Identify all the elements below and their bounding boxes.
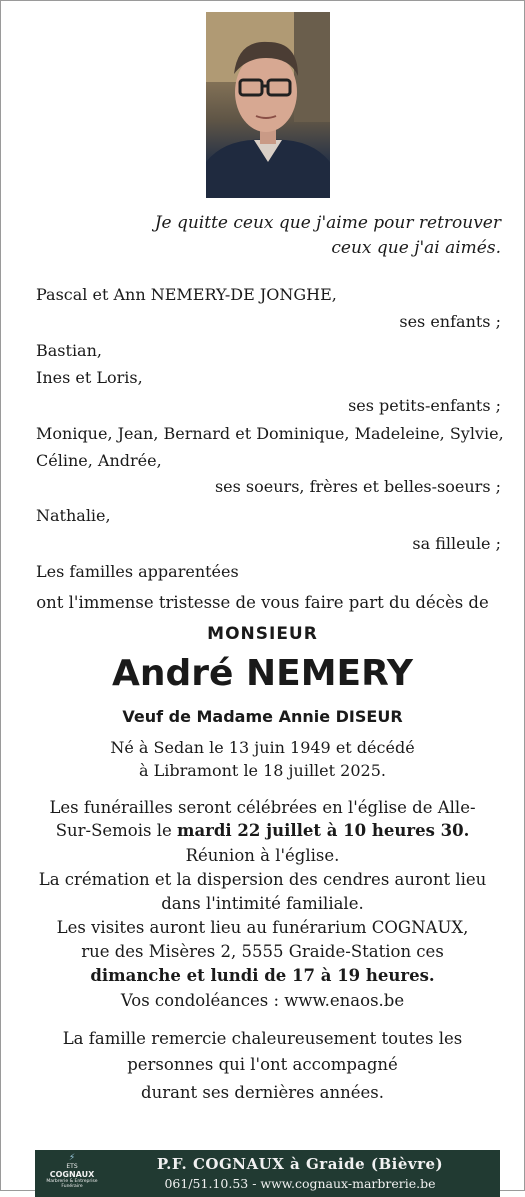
birth-death-line-2: à Libramont le 18 juillet 2025. [139, 761, 386, 780]
family-line: ses enfants ; [399, 312, 501, 331]
thanks-line-1: La famille remercie chaleureusement toutes les [62, 1029, 463, 1048]
quote-line-1: Je quitte ceux que j'aime pour retrouver [154, 213, 501, 233]
deceased-name: André NEMERY [112, 653, 413, 694]
announcement: ont l'immense tristesse de vous faire part du décès de [36, 593, 489, 612]
condolences-line: Vos condoléances : www.enaos.be [120, 991, 405, 1010]
family-line: Monique, Jean, Bernard et Dominique, Madeleine, Sylvie, [36, 424, 504, 443]
family-line: Nathalie, [36, 506, 111, 525]
deceased-title: MONSIEUR [207, 624, 318, 644]
funeral-line-3: Réunion à l'église. [185, 846, 340, 865]
visit-times: dimanche et lundi de 17 à 19 heures. [90, 966, 435, 985]
family-line: ses petits-enfants ; [348, 396, 501, 415]
funeral-date: mardi 22 juillet à 10 heures 30. [177, 821, 470, 840]
funeral-home-name: P.F. COGNAUX à Graide (Bièvre) [156, 1155, 444, 1173]
quote-line-2: ceux que j'ai aimés. [331, 238, 501, 258]
family-line: Ines et Loris, [36, 368, 143, 387]
family-line: ses soeurs, frères et belles-soeurs ; [214, 477, 501, 496]
funeral-home-contact: 061/51.10.53 - www.cognaux-marbrerie.be [164, 1176, 436, 1191]
lightning-icon: ⚡ [68, 1153, 76, 1163]
widow-line: Veuf de Madame Annie DISEUR [122, 707, 403, 726]
funeral-line-1: Les funérailles seront célébrées en l'église de Alle- [49, 798, 476, 817]
funeral-line-7: rue des Misères 2, 5555 Graide-Station ces [81, 942, 444, 961]
funeral-line-4: La crémation et la dispersion des cendres auront lieu [38, 870, 487, 889]
family-line: Pascal et Ann NEMERY-DE JONGHE, [36, 285, 337, 304]
funeral-line-2-prefix: Sur-Semois le [55, 821, 178, 840]
quote [101, 211, 501, 261]
funeral-home-banner [35, 1150, 500, 1197]
birth-death-line-1: Né à Sedan le 13 juin 1949 et décédé [110, 738, 415, 757]
thanks-line-3: durant ses dernières années. [141, 1083, 384, 1102]
family-line: Céline, Andrée, [36, 451, 162, 470]
funeral-line-6: Les visites auront lieu au funérarium COGNAUX, [56, 918, 469, 937]
family-line: Les familles apparentées [36, 562, 239, 581]
funeral-line-5: dans l'intimité familiale. [161, 894, 364, 913]
family-line: Bastian, [36, 341, 102, 360]
portrait-photo [206, 12, 330, 198]
logo-subtitle: Marbrerie & Entreprise Funéraire [46, 1179, 98, 1189]
funeral-line-2 [0, 820, 525, 842]
family-line: sa filleule ; [412, 534, 501, 553]
thanks-line-2: personnes qui l'ont accompagné [127, 1055, 398, 1074]
logo-ets: ETS [66, 1163, 78, 1170]
cognaux-logo [41, 1154, 103, 1194]
logo-name: COGNAUX [49, 1170, 95, 1179]
